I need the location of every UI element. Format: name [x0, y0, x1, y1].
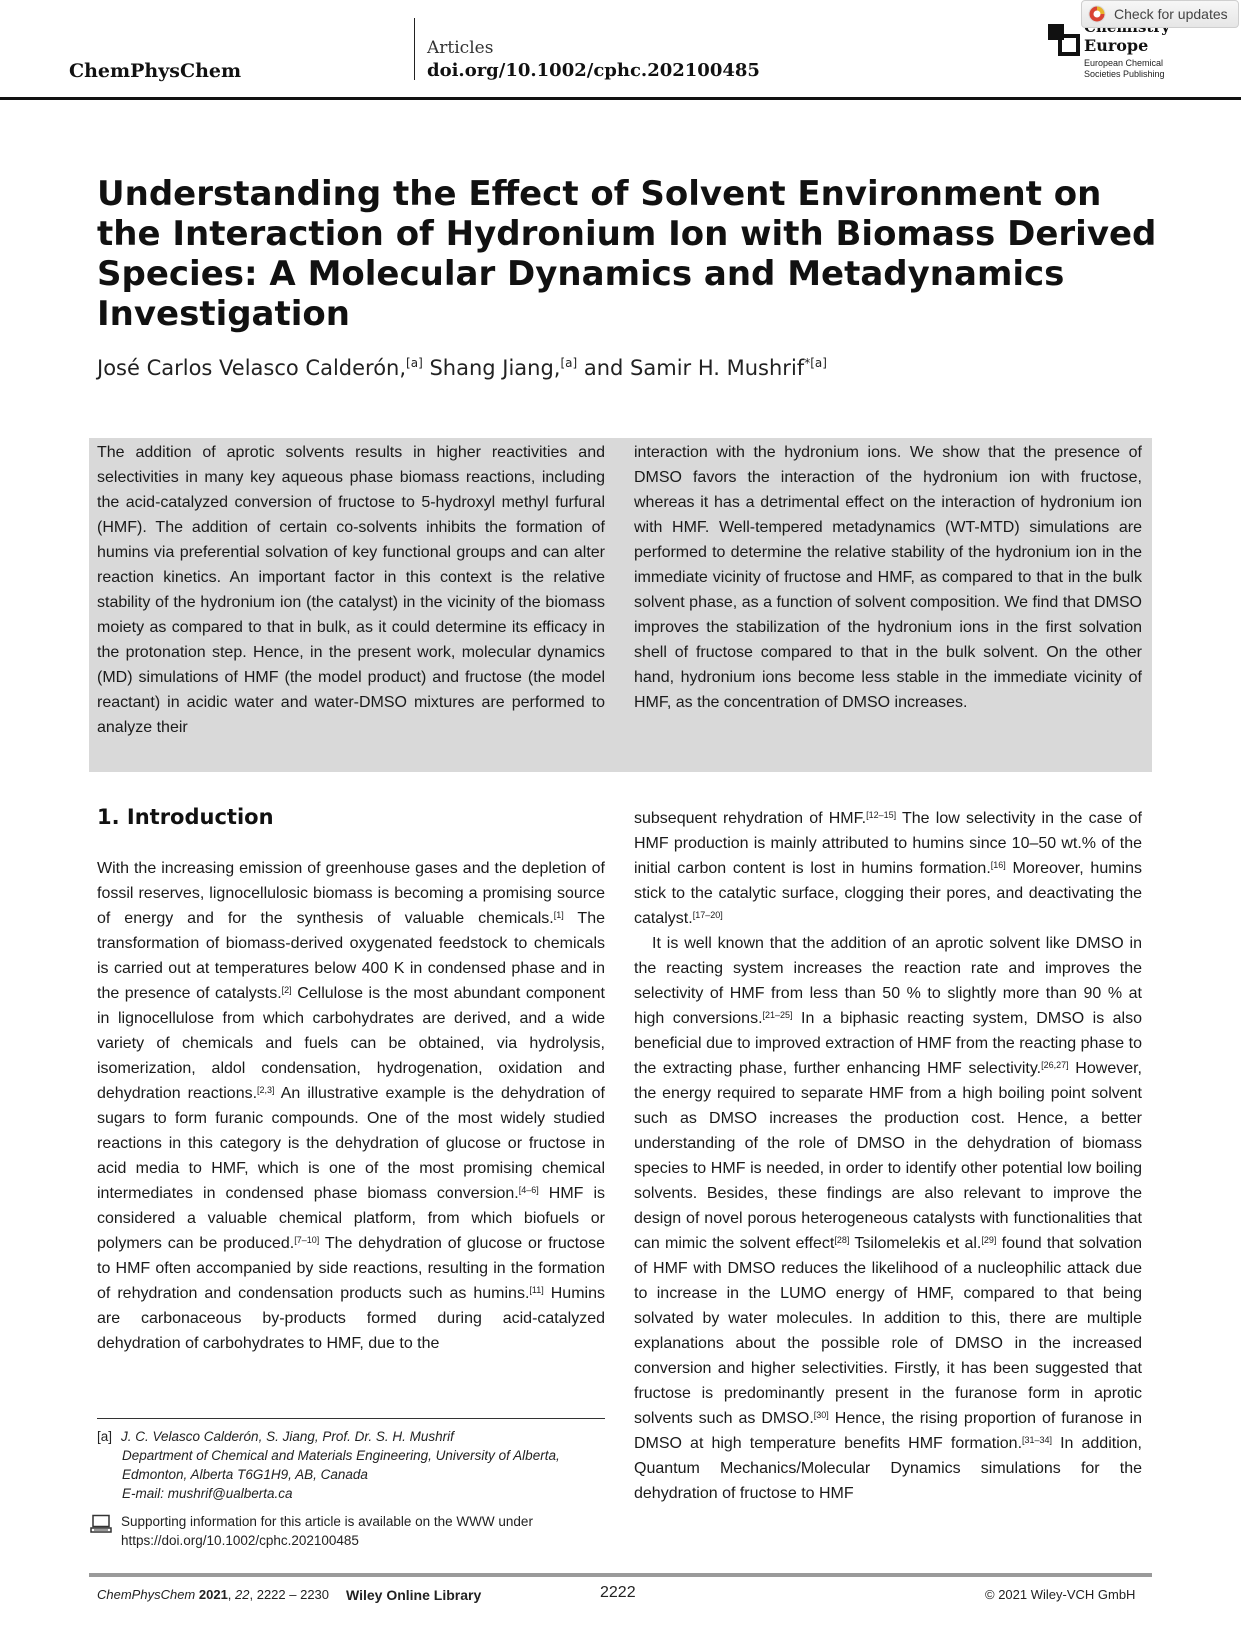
citation-ref[interactable]: [30]	[813, 1410, 829, 1420]
footnote-email[interactable]: E-mail: mushrif@ualberta.ca	[122, 1486, 293, 1501]
supporting-info-link[interactable]: https://doi.org/10.1002/cphc.202100485	[121, 1533, 359, 1548]
body-text: subsequent rehydration of HMF.	[634, 810, 867, 827]
intro-paragraph	[97, 856, 605, 1356]
computer-icon	[90, 1514, 112, 1534]
body-text: Hence, the rising proportion of furanose in DMSO at high temperature benefits HMF formation.	[634, 1410, 1142, 1452]
footnote-department: Department of Chemical and Materials Engineering, University of Alberta,	[122, 1448, 560, 1463]
citation-ref[interactable]: [29]	[981, 1235, 997, 1245]
affiliation-footnote	[97, 1427, 607, 1503]
abstract-right-column	[634, 440, 1142, 715]
citation-ref[interactable]: [16]	[990, 860, 1006, 870]
footnote-authors: J. C. Velasco Calderón, S. Jiang, Prof. Dr. S. H. Mushrif	[121, 1429, 454, 1444]
header-rule	[0, 97, 1241, 100]
intro-paragraph	[634, 806, 1142, 931]
body-text: Humins are carbonaceous by-products formed during acid-catalyzed dehydration of carbohydrates to HMF, due to the	[97, 1285, 605, 1352]
footnote-rule	[97, 1418, 605, 1419]
citation-ref[interactable]: [21–25]	[762, 1010, 793, 1020]
logo-subtitle-line2: Societies Publishing	[1084, 69, 1165, 79]
supporting-info-text: Supporting information for this article is available on the WWW under	[121, 1514, 533, 1529]
body-text: In addition, Quantum Mechanics/Molecular Dynamics simulations for the dehydration of fructose to HMF	[634, 1435, 1142, 1502]
footer-year: 2021	[198, 1587, 228, 1602]
body-text: Cellulose is the most abundant component in lignocellulose from which carbohydrates are derived, and a wide variety of chemicals and fuels can be obtained, via hydrolysis, isomerization, aldol condensation, hydrogenation, oxidation and dehydration reactions.	[97, 985, 605, 1102]
copyright-notice: © 2021 Wiley-VCH GmbH	[985, 1587, 1136, 1602]
footer-journal: ChemPhysChem	[97, 1587, 199, 1602]
citation-ref[interactable]: [28]	[834, 1235, 850, 1245]
citation-ref[interactable]: [7–10]	[294, 1235, 320, 1245]
citation-ref[interactable]: [26,27]	[1041, 1060, 1069, 1070]
logo-subtitle-line1: European Chemical	[1084, 58, 1164, 68]
author-name: Shang Jiang,	[422, 356, 561, 380]
footer-citation: ChemPhysChem 2021, 22, 2222 – 2230	[97, 1587, 330, 1602]
author-affiliation: [a]	[406, 356, 423, 370]
citation-ref[interactable]: [4–6]	[518, 1185, 539, 1195]
article-title: Understanding the Effect of Solvent Environment on the Interaction of Hydronium Ion with Biomass Derived Species: A Molecular Dynamics and Metadynamics Investigation	[97, 174, 1157, 334]
footnote-city: Edmonton, Alberta T6G1H9, AB, Canada	[122, 1467, 368, 1482]
citation-ref[interactable]: [2]	[281, 985, 292, 995]
author-name: José Carlos Velasco Calderón,	[97, 356, 407, 380]
body-text: The dehydration of glucose or fructose to HMF often accompanied by side reactions, resulting in the formation of rehydration and condensation products such as humins.	[97, 1235, 606, 1302]
body-text: The transformation of biomass-derived oxygenated feedstock to chemicals is carried out at temperatures below 400 K in condensed phase and in the presence of catalysts.	[97, 910, 606, 1002]
intro-left-column	[97, 856, 605, 1356]
author-affiliation: *[a]	[804, 356, 827, 370]
journal-name: ChemPhysChem	[69, 60, 242, 82]
logo-subtitle	[1084, 58, 1224, 80]
author-name: and Samir H. Mushrif	[577, 356, 805, 380]
body-text: In a biphasic reacting system, DMSO is also beneficial due to improved extraction of HMF from the reacting phase to the extracting phase, further enhancing HMF selectivity.	[634, 1010, 1142, 1077]
citation-ref[interactable]: [11]	[529, 1285, 544, 1295]
author-list	[97, 356, 827, 380]
page-number: 2222	[600, 1584, 636, 1601]
body-text: found that solvation of HMF with DMSO reduces the likelihood of a nucleophilic attack due to increase in the LUMO energy of HMF, compared to that being solvated by water molecules. In addition to this, there are multiple explanations about the possible role of DMSO in the increased conversion and higher selectivities. Firstly, it has been suggested that fructose is predominantly present in the furanose form in aprotic solvents such as DMSO.	[634, 1235, 1143, 1427]
intro-paragraph	[634, 931, 1142, 1506]
body-text: Moreover, humins stick to the catalytic surface, clogging their pores, and deactivating the catalyst.	[634, 860, 1143, 927]
footer-rule	[89, 1573, 1152, 1577]
body-text: The low selectivity in the case of HMF production is mainly attributed to humins since 10–50 wt.% of the initial carbon content is lost in humins formation.	[634, 810, 1142, 877]
body-text: HMF is considered a valuable chemical platform, from which biofuels or polymers can be produced.	[97, 1185, 605, 1252]
logo-name-main: Europe	[1084, 36, 1149, 55]
body-text: However, the energy required to separate HMF from a high boiling point solvent such as DMSO increases the production cost. Hence, a better understanding of the role of DMSO in the dehydration of biomass species to HMF is needed, in order to identify other potential low boiling solvents. Besides, these findings are also relevant to improve the design of novel porous heterogeneous catalysts with functionalities that can mimic the solvent effect	[634, 1060, 1143, 1252]
abstract-text-right: interaction with the hydronium ions. We show that the presence of DMSO favors the interaction of the hydronium ion with fructose, whereas it has a detrimental effect on the interaction of hydronium ion with HMF. Well-tempered metadynamics (WT-MTD) simulations are performed to determine the relative stability of the hydronium ion in the immediate vicinity of fructose and HMF, as compared to that in the bulk solvent phase, as a function of solvent composition. We find that DMSO improves the stabilization of the hydronium ions in the first solvation shell of fructose compared to that in the bulk solvent. On the other hand, hydronium ions become less stable in the immediate vicinity of HMF, as the concentration of DMSO increases.	[634, 444, 1142, 711]
header-divider	[414, 18, 415, 80]
section-heading-introduction: 1. Introduction	[97, 805, 274, 829]
footer-pages: , 2222 – 2230	[249, 1587, 330, 1602]
body-text: An illustrative example is the dehydration of sugars to form furanic compounds. One of the most widely studied reactions in this category is the dehydration of glucose or fructose in acid media to HMF, which is one of the most promising chemical intermediates in condensed phase biomass conversion.	[97, 1085, 605, 1202]
check-for-updates-label: Check for updates	[1114, 6, 1228, 22]
author-affiliation: [a]	[560, 356, 578, 370]
intro-right-column	[634, 806, 1142, 1506]
abstract-left-column	[97, 440, 605, 740]
chemistry-europe-logo-icon	[1044, 20, 1084, 60]
citation-ref[interactable]: [12–15]	[866, 810, 897, 820]
article-type: Articles	[427, 38, 494, 58]
abstract-text-left: The addition of aprotic solvents results in higher reactivities and selectivities in many key aqueous phase biomass reactions, including the acid-catalyzed conversion of fructose to 5-hydroxyl methyl furfural (HMF). The addition of certain co-solvents inhibits the formation of humins via preferential solvation of key functional groups and can alter reaction kinetics. An important factor in this context is the relative stability of the hydronium ion (the catalyst) in the vicinity of the biomass moiety as compared to that in bulk, as it could determine its efficacy in the protonation step. Hence, in the present work, molecular dynamics (MD) simulations of HMF (the model product) and fructose (the model reactant) in acidic water and water-DMSO mixtures are performed to analyze their	[97, 444, 605, 736]
crossmark-icon	[1088, 5, 1106, 23]
body-text: Tsilomelekis et al.	[849, 1235, 982, 1252]
citation-ref[interactable]: [2,3]	[257, 1085, 275, 1095]
citation-ref[interactable]: [1]	[553, 910, 564, 920]
supporting-information-note	[90, 1512, 607, 1550]
wiley-online-library-link[interactable]: Wiley Online Library	[346, 1587, 482, 1603]
header-doi-link[interactable]: doi.org/10.1002/cphc.202100485	[427, 60, 760, 81]
body-text: With the increasing emission of greenhouse gases and the depletion of fossil reserves, lignocellulosic biomass is becoming a promising source of energy and for the synthesis of valuable chemicals.	[97, 860, 605, 927]
footer-volume: 22	[235, 1587, 250, 1602]
citation-ref[interactable]: [17–20]	[692, 910, 723, 920]
body-text: It is well known that the addition of an aprotic solvent like DMSO in the reacting system increases the reaction rate and improves the selectivity of HMF from less than 50 % to slightly more than 90 % at high conversions.	[634, 935, 1142, 1027]
footnote-label: [a]	[97, 1429, 113, 1444]
check-for-updates-button[interactable]	[1081, 0, 1239, 28]
citation-ref[interactable]: [31–34]	[1022, 1435, 1053, 1445]
